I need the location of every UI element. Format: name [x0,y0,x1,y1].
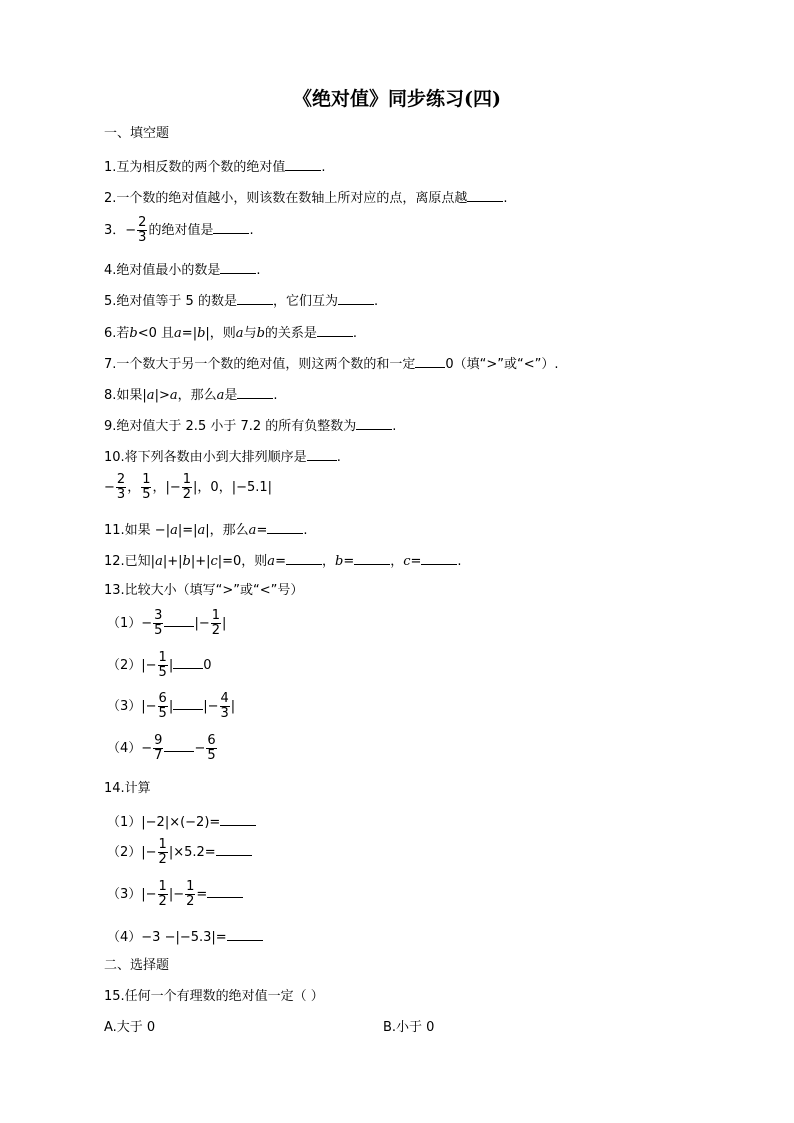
answer-blank[interactable] [467,188,503,202]
fraction-numerator: 3 [154,608,163,623]
fraction-numerator: 1 [182,472,192,487]
q10-rest: |，0，|−5.1| [193,480,273,495]
fraction-numerator: 1 [158,879,167,894]
answer-blank[interactable] [356,416,392,430]
period: . [373,294,379,309]
option-a[interactable]: A.大于 0 [104,1020,156,1035]
fraction-denominator: 7 [154,748,163,763]
q6-text: <0 且 [137,326,175,341]
question-13: 13.比较大小（填写“>”或“<”号） [104,583,304,598]
fraction-numerator: 2 [116,472,126,487]
fraction-denominator: 2 [158,894,167,909]
fraction-denominator: 2 [186,894,195,909]
answer-blank[interactable] [317,323,353,337]
abs-close: | [168,658,174,673]
fraction [158,838,168,867]
q2-text: 2.一个数的绝对值越小，则该数在数轴上所对应的点，离原点越 [104,191,468,206]
fraction [220,692,230,721]
fraction-numerator: 2 [138,215,147,230]
fraction-numerator: 1 [158,837,167,852]
answer-blank[interactable] [173,696,203,710]
fraction [182,473,192,502]
question-1 [104,157,326,177]
q12-text: ， [321,554,335,569]
var-a: a [248,523,257,538]
q6-text: 6.若 [104,326,130,341]
period: . [336,450,341,465]
answer-blank[interactable] [354,551,390,565]
q14-3-label: （3）|− [107,887,157,902]
q12-text: |+| [162,554,183,569]
q12-text: = [410,554,422,569]
period: . [273,388,278,403]
fraction-denominator: 2 [211,623,221,638]
q13-4-label: （4）− [107,741,153,756]
answer-blank[interactable] [237,385,273,399]
q14-3-mid: |− [168,887,185,902]
q12-text: |=0，则 [217,554,268,569]
minus-sign: − [104,480,115,495]
answer-blank[interactable] [237,291,273,305]
abs-close: | [222,616,227,631]
question-7 [104,354,559,374]
period: . [392,419,397,434]
q11-text: 11.如果 −| [104,523,171,538]
q11-text: |，那么 [205,523,249,538]
fraction-denominator: 2 [182,487,192,502]
question-4 [104,260,261,280]
answer-blank[interactable] [220,260,256,274]
period: . [249,223,254,238]
fraction-denominator: 5 [158,665,167,680]
period: . [352,326,358,341]
q12-text: ， [390,554,404,569]
abs-close: | [230,699,236,714]
q13-2-label: （2）|− [107,658,157,673]
period: . [303,523,308,538]
fraction-numerator: 1 [186,879,195,894]
question-14-2 [107,838,252,867]
var-a: a [155,554,163,569]
abs-open: ，|− [152,480,181,495]
question-5 [104,291,378,311]
period: . [321,160,326,175]
q8-text: |> [154,388,170,403]
zero: 0 [203,658,212,673]
q12-text: |+| [190,554,211,569]
abs-open: |− [194,616,210,631]
answer-blank[interactable] [207,884,243,898]
var-a: a [216,388,225,403]
q8-text: 8.如果| [104,388,147,403]
question-11 [104,520,307,540]
var-b: b [197,326,206,341]
question-3 [104,216,254,245]
answer-blank[interactable] [227,927,263,941]
section-fill-blank: 一、填空题 [104,126,170,141]
answer-blank[interactable] [216,842,252,856]
fraction-denominator: 3 [138,230,147,245]
q11-text: |=| [177,523,198,538]
q6-text: 的关系是 [264,326,317,341]
fraction-numerator: 9 [154,733,163,748]
separator: ， [127,480,141,495]
answer-blank[interactable] [164,738,194,752]
var-a: a [146,388,155,403]
var-b: b [129,326,138,341]
fraction [137,216,147,245]
fraction-denominator: 5 [142,487,151,502]
answer-blank[interactable] [164,613,194,627]
var-b: b [334,554,344,569]
answer-blank[interactable] [213,220,249,234]
minus-sign: − [194,741,206,756]
period: . [503,191,508,206]
q14-2-label: （2）|− [107,845,157,860]
q3-prefix: 3．− [104,223,137,238]
question-6 [104,323,357,343]
q6-text: |，则 [205,326,236,341]
fraction-numerator: 4 [220,691,229,706]
question-8 [104,385,278,405]
question-14-1 [107,812,256,832]
question-13-1 [107,609,226,638]
q7-text-b: 0（填“>”或“<”）. [445,357,559,372]
q5-text-b: ，它们互为 [272,294,338,309]
var-a: a [235,326,244,341]
fraction [158,651,168,680]
abs-open: |− [203,699,219,714]
fraction-denominator: 5 [158,706,167,721]
question-14-3 [107,880,243,909]
fraction [141,473,151,502]
fraction-denominator: 3 [116,487,126,502]
q14-4-text: （4）−3 −|−5.3|= [107,930,227,945]
fraction [158,692,168,721]
var-a: a [267,554,276,569]
q12-text: = [343,554,355,569]
var-a: a [169,388,178,403]
q14-1-text: （1）|−2|×(−2)= [107,815,221,830]
period: . [457,554,462,569]
question-9 [104,416,396,436]
answer-blank[interactable] [220,812,256,826]
question-14-4 [107,927,263,947]
period: . [256,263,261,278]
option-b[interactable]: B.小于 0 [383,1020,435,1035]
answer-blank[interactable] [307,447,337,461]
answer-blank[interactable] [267,520,303,534]
fraction-denominator: 5 [207,748,216,763]
answer-blank[interactable] [415,354,445,368]
fraction [153,734,163,763]
question-13-4 [107,734,218,763]
var-c: c [403,554,411,569]
fraction-numerator: 1 [158,650,167,665]
q10-text: 10.将下列各数由小到大排列顺序是 [104,450,307,465]
fraction-denominator: 3 [220,706,229,721]
var-a: a [197,523,206,538]
q8-text: ，那么 [177,388,217,403]
q12-text: = [275,554,286,569]
question-13-2 [107,651,212,680]
fraction [206,734,216,763]
q14-2-end: |×5.2= [168,845,216,860]
var-b: b [182,554,191,569]
abs-close: | [168,699,174,714]
fraction-numerator: 6 [158,691,167,706]
question-2 [104,188,508,208]
equals: = [196,887,208,902]
q5-text-a: 5.绝对值等于 5 的数是 [104,294,237,309]
question-10-numbers [104,473,272,502]
q8-text: 是 [224,388,238,403]
q13-1-label: （1）− [107,616,153,631]
var-b: b [256,326,265,341]
section-multiple-choice: 二、选择题 [104,958,170,973]
answer-blank[interactable] [338,291,374,305]
q3-suffix: 的绝对值是 [148,223,214,238]
q7-text-a: 7.一个数大于另一个数的绝对值，则这两个数的和一定 [104,357,416,372]
fraction [158,880,168,909]
q6-text: =| [181,326,198,341]
q1-text: 1.互为相反数的两个数的绝对值 [104,160,286,175]
question-10 [104,447,341,467]
page-title: 《绝对值》同步练习(四) [293,88,501,110]
q12-text: 12.已知| [104,554,156,569]
q6-text: 与 [243,326,257,341]
fraction [153,609,163,638]
fraction-numerator: 1 [211,608,221,623]
q4-text: 4.绝对值最小的数是 [104,263,221,278]
answer-blank[interactable] [286,551,322,565]
fraction [116,473,126,502]
var-a: a [174,326,182,341]
fraction [185,880,195,909]
q9-text: 9.绝对值大于 2.5 小于 7.2 的所有负整数为 [104,419,357,434]
question-15: 15.任何一个有理数的绝对值一定（ ） [104,989,324,1004]
question-14: 14.计算 [104,781,151,796]
answer-blank[interactable] [173,655,203,669]
var-c: c [210,554,218,569]
fraction-denominator: 5 [154,623,163,638]
fraction-denominator: 2 [158,852,167,867]
q13-3-label: （3）|− [107,699,157,714]
answer-blank[interactable] [285,157,321,171]
fraction [211,609,221,638]
var-a: a [170,523,178,538]
answer-blank[interactable] [421,551,457,565]
q11-text: = [256,523,268,538]
question-13-3 [107,692,235,721]
question-12 [104,551,462,571]
fraction-numerator: 6 [207,733,216,748]
fraction-numerator: 1 [142,472,151,487]
